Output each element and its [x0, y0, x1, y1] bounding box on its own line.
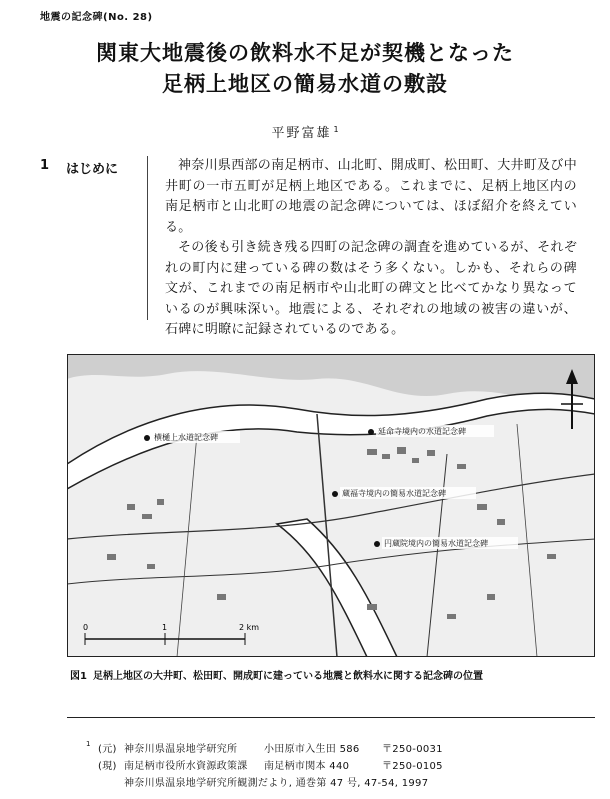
- monument-marker-1: [144, 435, 150, 441]
- citation: 神奈川県温泉地学研究所観測だより, 通巻第 47 号, 47-54, 1997: [124, 778, 429, 789]
- monument-marker-2: [368, 429, 374, 435]
- footnote-2-org: 南足柄市役所水資源政策課: [124, 761, 248, 772]
- footnote-1-mark: 1: [86, 740, 91, 748]
- scale-label-1: 1: [162, 623, 168, 632]
- figure-caption-text: 足柄上地区の大井町、松田町、開成町に建っている地震と飲料水に関する記念碑の位置: [92, 671, 483, 682]
- monument-label-2: 延命寺境内の水道記念碑: [378, 427, 466, 436]
- paragraph-1: 神奈川県西部の南足柄市、山北町、開成町、松田町、大井町及び中井町の一市五町が足柄上地区である。これまでに、足柄上地区内の南足柄市と山北町の地震の記念碑については、ほぼ紹介を終えている。: [165, 158, 578, 235]
- scale-label-2: 2 km: [239, 623, 260, 632]
- monument-marker-3: [332, 491, 338, 497]
- section-title: はじめに: [66, 162, 119, 177]
- footnote-1-address: 小田原市入生田 586: [264, 744, 360, 755]
- monument-label-1: 横樋上水道記念碑: [154, 433, 218, 442]
- footnote-2-address: 南足柄市関本 440: [264, 761, 350, 772]
- footnote-1-tag: (元): [98, 744, 117, 755]
- figure-caption: [70, 667, 483, 682]
- footnote-rule: [67, 717, 595, 718]
- author: [0, 122, 610, 141]
- title-line-1: 関東大地震後の飲料水不足が契機となった: [96, 41, 514, 65]
- monument-marker-4: [374, 541, 380, 547]
- footnote-2-zip: 〒250-0105: [382, 761, 443, 772]
- map-svg: [67, 354, 595, 657]
- title-line-2: 足柄上地区の簡易水道の敷設: [162, 72, 448, 96]
- section-body: [165, 156, 577, 341]
- monument-label-3: 蔵福寺境内の簡易水道記念碑: [342, 489, 446, 498]
- paragraph-2: その後も引き続き残る四町の記念碑の調査を進めているが、それぞれの町内に建っている碑の数はそう多くない。しかも、それらの碑文が、これまでの南足柄市や山北町の碑文と比べてかなり異なっているのが興味深い。地震による、それぞれの地域の被害の違いが、石碑に明瞭に記録されているのである。: [165, 240, 578, 337]
- footnote-1-zip: 〒250-0031: [382, 744, 443, 755]
- series-header: 地震の記念碑(No. 28): [40, 12, 153, 23]
- footnote-2: [86, 757, 443, 772]
- scale-label-0: 0: [83, 623, 89, 632]
- footnote-1: [86, 740, 443, 755]
- footnote-1-org: 神奈川県温泉地学研究所: [124, 744, 238, 755]
- figure-map: [67, 354, 595, 657]
- article-title: [0, 38, 610, 100]
- author-mark: 1: [333, 124, 339, 134]
- section-divider: [147, 156, 148, 320]
- section-number: 1: [40, 158, 50, 173]
- figure-label: 図1: [70, 671, 87, 682]
- footnote-2-tag: (現): [98, 761, 117, 772]
- author-name: 平野富雄: [271, 126, 332, 141]
- monument-label-4: 円蔵院境内の簡易水道記念碑: [384, 539, 488, 548]
